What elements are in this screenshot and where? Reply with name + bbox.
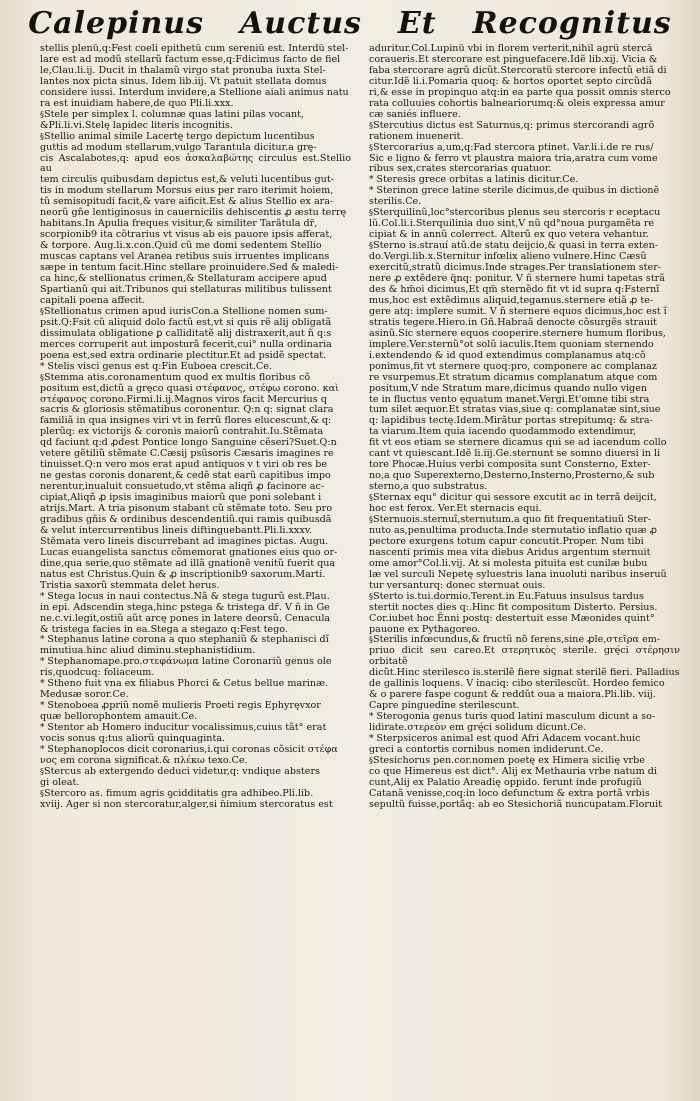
entry-line: § Sternuois.sternuĩ,sternutum.a quo fit frequentatiuũ Ster-	[369, 515, 680, 526]
entry-line: § Sterilis infœcundus,& fructũ nõ ferens,sine ꝓle,στεῖρα em-	[369, 635, 680, 646]
text-line: natus est Christus.Quin & ꝓ inscriptionib9 saxorum.Marti.	[40, 568, 326, 580]
entry-line: § Stercus ab extergendo deduci videtur,q: vndique absters	[40, 767, 351, 778]
text-line: pauone ex Pythagoreo.	[369, 623, 481, 635]
text-line: cipiat,Aliqñ ꝓ ipsis imaginibus maiorũ que poni solebant i	[40, 492, 322, 504]
text-line: ris,quodcuq: foliaceum.	[40, 667, 155, 679]
text-line: xviij. Ager si non stercoratur,alger,si n̄imium stercoratus est	[40, 798, 333, 810]
text-line: Cor.iubet hoc Ẽnni postq: destertuit esse Mæonides quint°	[369, 612, 655, 624]
text-line: ne gestas coronis donarent,& cedẽ stat earũ capitibus impo	[40, 470, 331, 482]
entry-line: * Sterogonia genus turis quod latini masculum dicunt a so-	[369, 712, 680, 723]
text-line: positum,V nde Stratum mare,dicimus quando nullo vigen	[369, 382, 648, 394]
text-line: plerũq: ex victorijs & coronis maiorũ contrahit.Iu.Stẽmata	[40, 426, 324, 438]
text-line: Capre pinguedine sterilescunt.	[369, 700, 520, 712]
text-line: stertit noctes dies q:.Hinc fit compositum Disterto. Persius.	[369, 601, 658, 613]
entry-line: § Stemma atis.coronamentum quod ex multis floribus cõ	[40, 373, 351, 384]
text-line: re vsurpemus.Et stratum dicamus complanatum atque com	[369, 371, 658, 383]
text-line: q: lapidibus tectę.Idem.Mirãtur portas strepitumq: & stra-	[369, 415, 653, 427]
text-line: psit.Q:Fsit cũ aliquid dolo factũ est,vt si quis rẽ alij obligatã	[40, 316, 332, 328]
text-line: scorpionib9 ita cõtrarius vt visus ab eis pauore ipsis afferat,	[40, 229, 333, 241]
text-line: stellis plenũ,q:Fest coeli epithetũ cum sereniũ est. Interdũ stel-	[40, 44, 349, 54]
text-line: exercitũ,stratũ dicimus.Inde strages.Per translationem ster-	[369, 262, 662, 274]
text-line: greci a contortis cornibus nomen indiderunt.Ce.	[369, 744, 604, 755]
text-line: sacris & gloriosis stẽmatibus coronentur. Q:n q: signat clara	[40, 404, 334, 416]
text-line: Spartianũ qui ait.Tribunos qui stellaturas militibus tulissent	[40, 283, 332, 295]
entry-line: * Sterpsiceros animal est quod Afri Adacem vocant.huic	[369, 734, 680, 745]
text-line: gere atq: implere sumit. V ñ sternere equos dicimus,hoc est ĩ	[369, 305, 667, 317]
entry-line: § Stercutius dictus est Saturnus,q: primus stercorandi agrõ	[369, 121, 680, 132]
text-line: atrijs.Mart. A tria pisonum stabant cũ stẽmate toto. Seu pro	[40, 503, 333, 515]
text-columns	[40, 44, 680, 1064]
text-line: ne.c.vi.legit,ostiũ aũt arcę pones in latere deorsũ. Cenacula	[40, 612, 331, 624]
text-line: rata colluuies cohortis balneariorumq:& oleis expressa amur	[369, 97, 665, 109]
text-line: vocis sonus q:tus aliorũ quinquaginta.	[40, 733, 226, 745]
text-line: dine,qua serie,quo stẽmate ad illã gnationẽ venitũ fuerit qua	[40, 557, 336, 569]
text-line: implere.Ver.sternũ°ot solũ iaculis.Item quoniam sternendo	[369, 338, 654, 350]
entry-line: * Stega locus in naui contectus.Nã & stega tugurũ est.Plau.	[40, 592, 351, 603]
text-line: Sic e ligno & ferro vt plaustra maiora tria,aratra cum vome	[369, 152, 658, 164]
text-line: fit vt eos etiam se sternere dicamus qui se ad iacendum collo	[369, 437, 667, 449]
entry-line: § Sternax equ° dicitur qui sessore excutit ac in terrã deijcit,	[369, 493, 680, 504]
text-line: cæ saniés influere.	[369, 108, 461, 120]
text-line: &Pli.li.vi.Stelę lapidec literis incognitis.	[40, 119, 234, 131]
text-line: mus,hoc est extẽdimus aliquid,tegamus.sternere etiã ꝓ te-	[369, 294, 654, 306]
text-line: ra est inuidiam habere,de quo Pli.li.xxx.	[40, 97, 234, 109]
entry-line: * Steresis grece orbitas a latinis dicitur.Ce.	[369, 175, 680, 186]
text-line: Tristia saxorũ stemmata delet herus.	[40, 579, 220, 591]
text-line: Stẽmata vero lineis discurrebant ad imagines pictas. Augu.	[40, 535, 329, 547]
text-line: Catanã venisse,coq:in loco defunctum & extra portã vrbis	[369, 787, 650, 799]
text-line: tem circulis quibusdam depictus est,& veluti lucentibus gut-	[40, 174, 334, 186]
text-line: vetere gẽtiliũ stẽmate C.Cæsij psũsoris Cæsaris imagines re	[40, 448, 334, 460]
running-header	[0, 4, 700, 42]
text-line: muscas captans vel Aranea retibus suis irruentes implicans	[40, 251, 330, 263]
entry-line: * Stenoboea ꝓpriũ nomẽ mulieris Proeti regis Ephyręvxor	[40, 701, 351, 712]
text-line: nuto as,penultima producta.Inde sternutatio inflatio quæ ꝓ	[369, 524, 658, 536]
text-line: in epi. Adscendin stega,hinc pstega & tristega dr̃. V ñ in Ge	[40, 601, 330, 613]
text-line: habitans.In Apulia freques visitur,& similiter Tarãtula dr̃,	[40, 218, 318, 230]
text-line: des & hm̃oi dicimus,Et qm̃ sternẽdo fit vt id supra q:Fsternĩ	[369, 283, 660, 295]
left-column	[40, 44, 351, 1064]
text-line: nascenti primis mea vita diebus Aridus argentum sternuit	[369, 546, 651, 558]
entry-line: * Stelis visci genus est q:Fin Euboea crescit.Ce.	[40, 362, 351, 373]
text-line: merces corruperit aut imposturã fecerit,cui° nulla ordinaria	[40, 338, 332, 350]
text-line: le,Clau.li.ij. Ducit in thalamũ virgo stat pronuba iuxta Stel-	[40, 64, 326, 76]
text-line: familiã in qua insignes viri vt in ferrũ flores elucescunt,& q:	[40, 415, 332, 427]
text-line: ri,& esse in propinquo atq:in ea parte qua possit omnis sterco	[369, 86, 671, 98]
text-line: de gallinis loquens. V inaciq: cibo sterilescũt. Hordeo femico	[369, 678, 665, 690]
text-line: rationem inuenerit.	[369, 130, 464, 142]
text-line: & o parere faspe cogunt & reddũt oua a maiora.Pli.lib. viij.	[369, 689, 656, 701]
text-line: lidirate.στερεὸν em grę́ci solidum dicunt.Ce.	[369, 722, 587, 734]
text-line: stratis tegere.Hiero.in Gñ.Habraã denocte cõsurgẽs strauit	[369, 316, 658, 328]
text-line: στέφανος corono.Firmi.li.ij.Magnos viros facit Mercurius q	[40, 393, 327, 405]
text-line: faba stercorare agrũ dicũt.Stercoratũ stercore infectũ etiã di	[369, 64, 667, 76]
text-line: Medusæ soror.Ce.	[40, 689, 129, 701]
header-word-et: Et	[397, 5, 437, 41]
text-line: do.Vergi.lib.x.Sternitur infœlix alieno vulnere.Hinc Cæsũ	[369, 251, 647, 263]
text-line: lũ.Col.li.i.Sterquilinia duo sint,V nũ qd°noua purgamẽta re	[369, 218, 655, 230]
text-line: cipiat & in annũ colerrect. Alterũ ex quo vetera vehantur.	[369, 229, 649, 241]
entry-line: * Stephanomape.pro.στεφάνωμα latine Coronariũ genus ole	[40, 657, 351, 668]
text-line: neorũ gñe lentiginosus in cauernicilis dehiscentis ꝓ æstu terrę	[40, 207, 347, 219]
text-line: ribus sex,crates stercorarias quatuor.	[369, 163, 552, 175]
text-line: positum est,dictũ a gręco quasi στέφανος, στέφω corono. καὶ	[40, 382, 339, 394]
text-line: & velut intercurrentibus lineis diftinguebantt.Pli.li.xxxv.	[40, 524, 313, 536]
text-line: tinuisset.Q:n vero mos erat apud antiquos v t viri ob res be	[40, 459, 328, 471]
text-line: minutiua.hinc aliud diminu.stephanistidium.	[40, 645, 256, 657]
text-line: gi oleat.	[40, 776, 80, 788]
text-line: cis Ascalabotes,q: apud eos ἀσκαλαβώτης circulus est.Stellio au	[40, 152, 351, 175]
text-line: tur versanturq: donec sternuat ouis.	[369, 579, 546, 591]
text-line: coraueris.Et stercorare est pinguefacere.Idẽ lib.xij. Vicia &	[369, 53, 658, 65]
text-line: poena est,sed extra ordinarie plectitur.Et ad psidẽ spectat.	[40, 349, 327, 361]
entry-line: * Stheno fuit vna ex filiabus Phorci & Cetus bellue marinæ.	[40, 679, 351, 690]
text-line: & tristega facies in ea.Stega a stegazo q:Fest tego.	[40, 623, 288, 635]
text-line: tum silet æquor.Et stratas vias,siue q: complanatæ sint,siue	[369, 404, 661, 416]
text-line: gradibus gñis & ordinibus descendentiũ.qui ramis quibusdã	[40, 513, 332, 525]
text-line: ponimus,fit vt sternere quoq:pro, componere ac complanaz	[369, 360, 657, 372]
text-line: ca hinc,& stellionatus crimen,& Stellaturam accipere apud	[40, 273, 327, 285]
text-line: nere ꝓ extẽdere q̃nq: ponitur. V ñ sternere humi tapetas strã	[369, 273, 665, 285]
text-line: dissimulata obligatione ꝑ calliditatẽ alij distraxerit,aut ñ q:s	[40, 327, 332, 339]
text-line: quæ bellorophontem amauit.Ce.	[40, 711, 198, 723]
text-line: i.extendendo & id quod extendimus complanamus atq:cõ	[369, 349, 646, 361]
text-line: hoc est ferox. Ver.Et sternacis equi.	[369, 503, 542, 515]
text-line: capitali poena affecit.	[40, 294, 146, 306]
text-line: no,a quo Superexterno,Desterno,Insterno,Prosterno,& sub	[369, 470, 655, 482]
entry-line: § Sterno is.strauí atũ.de statu deijcio,& quasi in terra exten-	[369, 241, 680, 252]
entry-line: § Stellionatus crimen apud iurisCon.a Stellione nomen sum-	[40, 307, 351, 318]
text-line: tis in modum stellarum Morsus eius per raro iterimit hoiem,	[40, 185, 334, 197]
text-line: qd faciunt q:d ꝓdest Pontice longo Sanguine cẽseri?Suet.Q:n	[40, 437, 337, 449]
entry-line: § Sterquilinũ,loc°stercoribus plenus seu stercoris r eceptacu	[369, 208, 680, 219]
text-line: guttis ad modum stellarum,vulgo Tarantula dicitur.a grę-	[40, 141, 317, 153]
entry-line: § Stellio animal simile Lacertę tergo depictum lucentibus	[40, 132, 351, 143]
entry-line: § Stercoro as. fimum agris ꝯcidditatis gra adhibeo.Pli.lib.	[40, 789, 351, 800]
text-line: asinũ.Sic sternere equos cooperire.sternere humum floribus,	[369, 327, 666, 339]
text-line: sterno,a quo substratus.	[369, 481, 488, 493]
text-line: cant vt quiescant.Idẽ li.iij.Ge.sternunt se somno diuersi in li	[369, 448, 661, 460]
text-line: & torpore. Aug.li.x.con.Quid cũ me domi sedentem Stellio	[40, 240, 322, 252]
entry-line: § Sterto is.tui.dormio.Terent.in Eu.Fatuus insulsus tardus	[369, 592, 680, 603]
entry-line: * Sterinon grece latine sterile dicimus,de quibus in dictionẽ	[369, 186, 680, 197]
text-line: sepultũ fuisse,portãq: ab eo Stesichoriã nuncupatam.Floruit	[369, 798, 663, 810]
text-line: pectore exurgens totum capur concutit.Proper. Num tibi	[369, 535, 644, 547]
text-line: lare est ad modũ stellarũ factum esse,q:Fdicimus facto de fiel	[40, 53, 341, 65]
text-line: sterilis.Ce.	[369, 196, 422, 208]
header-word-auctus: Auctus	[239, 5, 362, 41]
text-line: priuo dicit seu careo.Et στερητικὸς sterile. grę́ci στέρησιν orbitatẽ	[369, 645, 680, 668]
text-line: ome amor°Col.li.vij. At si molesta pituita est cunilæ bubu	[369, 557, 648, 569]
text-line: sæpe in tentum facit.Hinc stellare proinuidere.Sed & maledi-	[40, 262, 339, 274]
text-line: Lucas euangelista sanctus cõmemorat gnationes eius quo or-	[40, 546, 338, 558]
entry-line: * Stephanoplocos dicit coronarius,i.qui coronas cõsicit στέφα	[40, 745, 351, 756]
entry-line: § Stesichorus pen.cor.nomen poetę ex Himera sicilię vrbe	[369, 756, 680, 767]
text-line: lantes nox picta sinus. Idem lib.iij. Vt patuit stellata domus	[40, 75, 327, 87]
text-line: aduritur.Col.Lupinũ vbi in florem verterit,nihil agrũ stercã	[369, 44, 653, 54]
text-line: considere iussi. Interdum invidere,a Stellione aiali animus natu	[40, 86, 349, 98]
text-line: nerentur,inualuit consuetudo,vt stẽma aliqñ ꝓ facinore ac-	[40, 481, 325, 493]
text-line: te in fluctus vento ęquatum manet.Vergi.Et'omne tibi stra	[369, 393, 650, 405]
text-line: νος em corona significat.& πλέκω texo.Ce.	[40, 754, 248, 766]
header-word-recognitus: Recognitus	[472, 5, 672, 41]
text-line: citur.Idẽ li.i.Pomaria quoq: & hortos oportet septo circũdã	[369, 75, 652, 87]
entry-line: * Stentor ab Homero inducitur vocalissimus,cuius tãt° erat	[40, 723, 351, 734]
text-line: dicũt.Hinc sterilesco is.sterilẽ fiere signat sterilẽ fieri. Palladius	[369, 667, 680, 679]
text-line: tũ semisopitudi facit,& vare aificit.Est & alius Stellio ex ara-	[40, 196, 334, 208]
right-column	[369, 44, 680, 1064]
header-word-calepinus: Calepinus	[28, 5, 204, 41]
entry-line: § Stercorarius a,um,q:Fad stercora ptinet. Var.li.i.de re rus/	[369, 143, 680, 154]
entry-line: * Stephanus latine corona a quo stephaniũ & stephanisci dĩ	[40, 635, 351, 646]
text-line: co que Himereus est dict°. Alij ex Methauria vrbe natum di	[369, 765, 657, 777]
text-line: ta viarum.Item quia iacendo quodammodo extendimur,	[369, 426, 637, 438]
entry-line: § Stele per simplex l. columnæ quas latini pilas vocant,	[40, 110, 351, 121]
text-line: læ vel surculi Nepetę syluestris lana inuoluti naribus inseruũ	[369, 568, 667, 580]
text-line: cunt,Alij ex Palatio Areadię oppido. ferunt inde profugiũ	[369, 776, 642, 788]
text-line: tore Phocæ.Huius verbi composita sunt Consterno, Exter-	[369, 459, 651, 471]
